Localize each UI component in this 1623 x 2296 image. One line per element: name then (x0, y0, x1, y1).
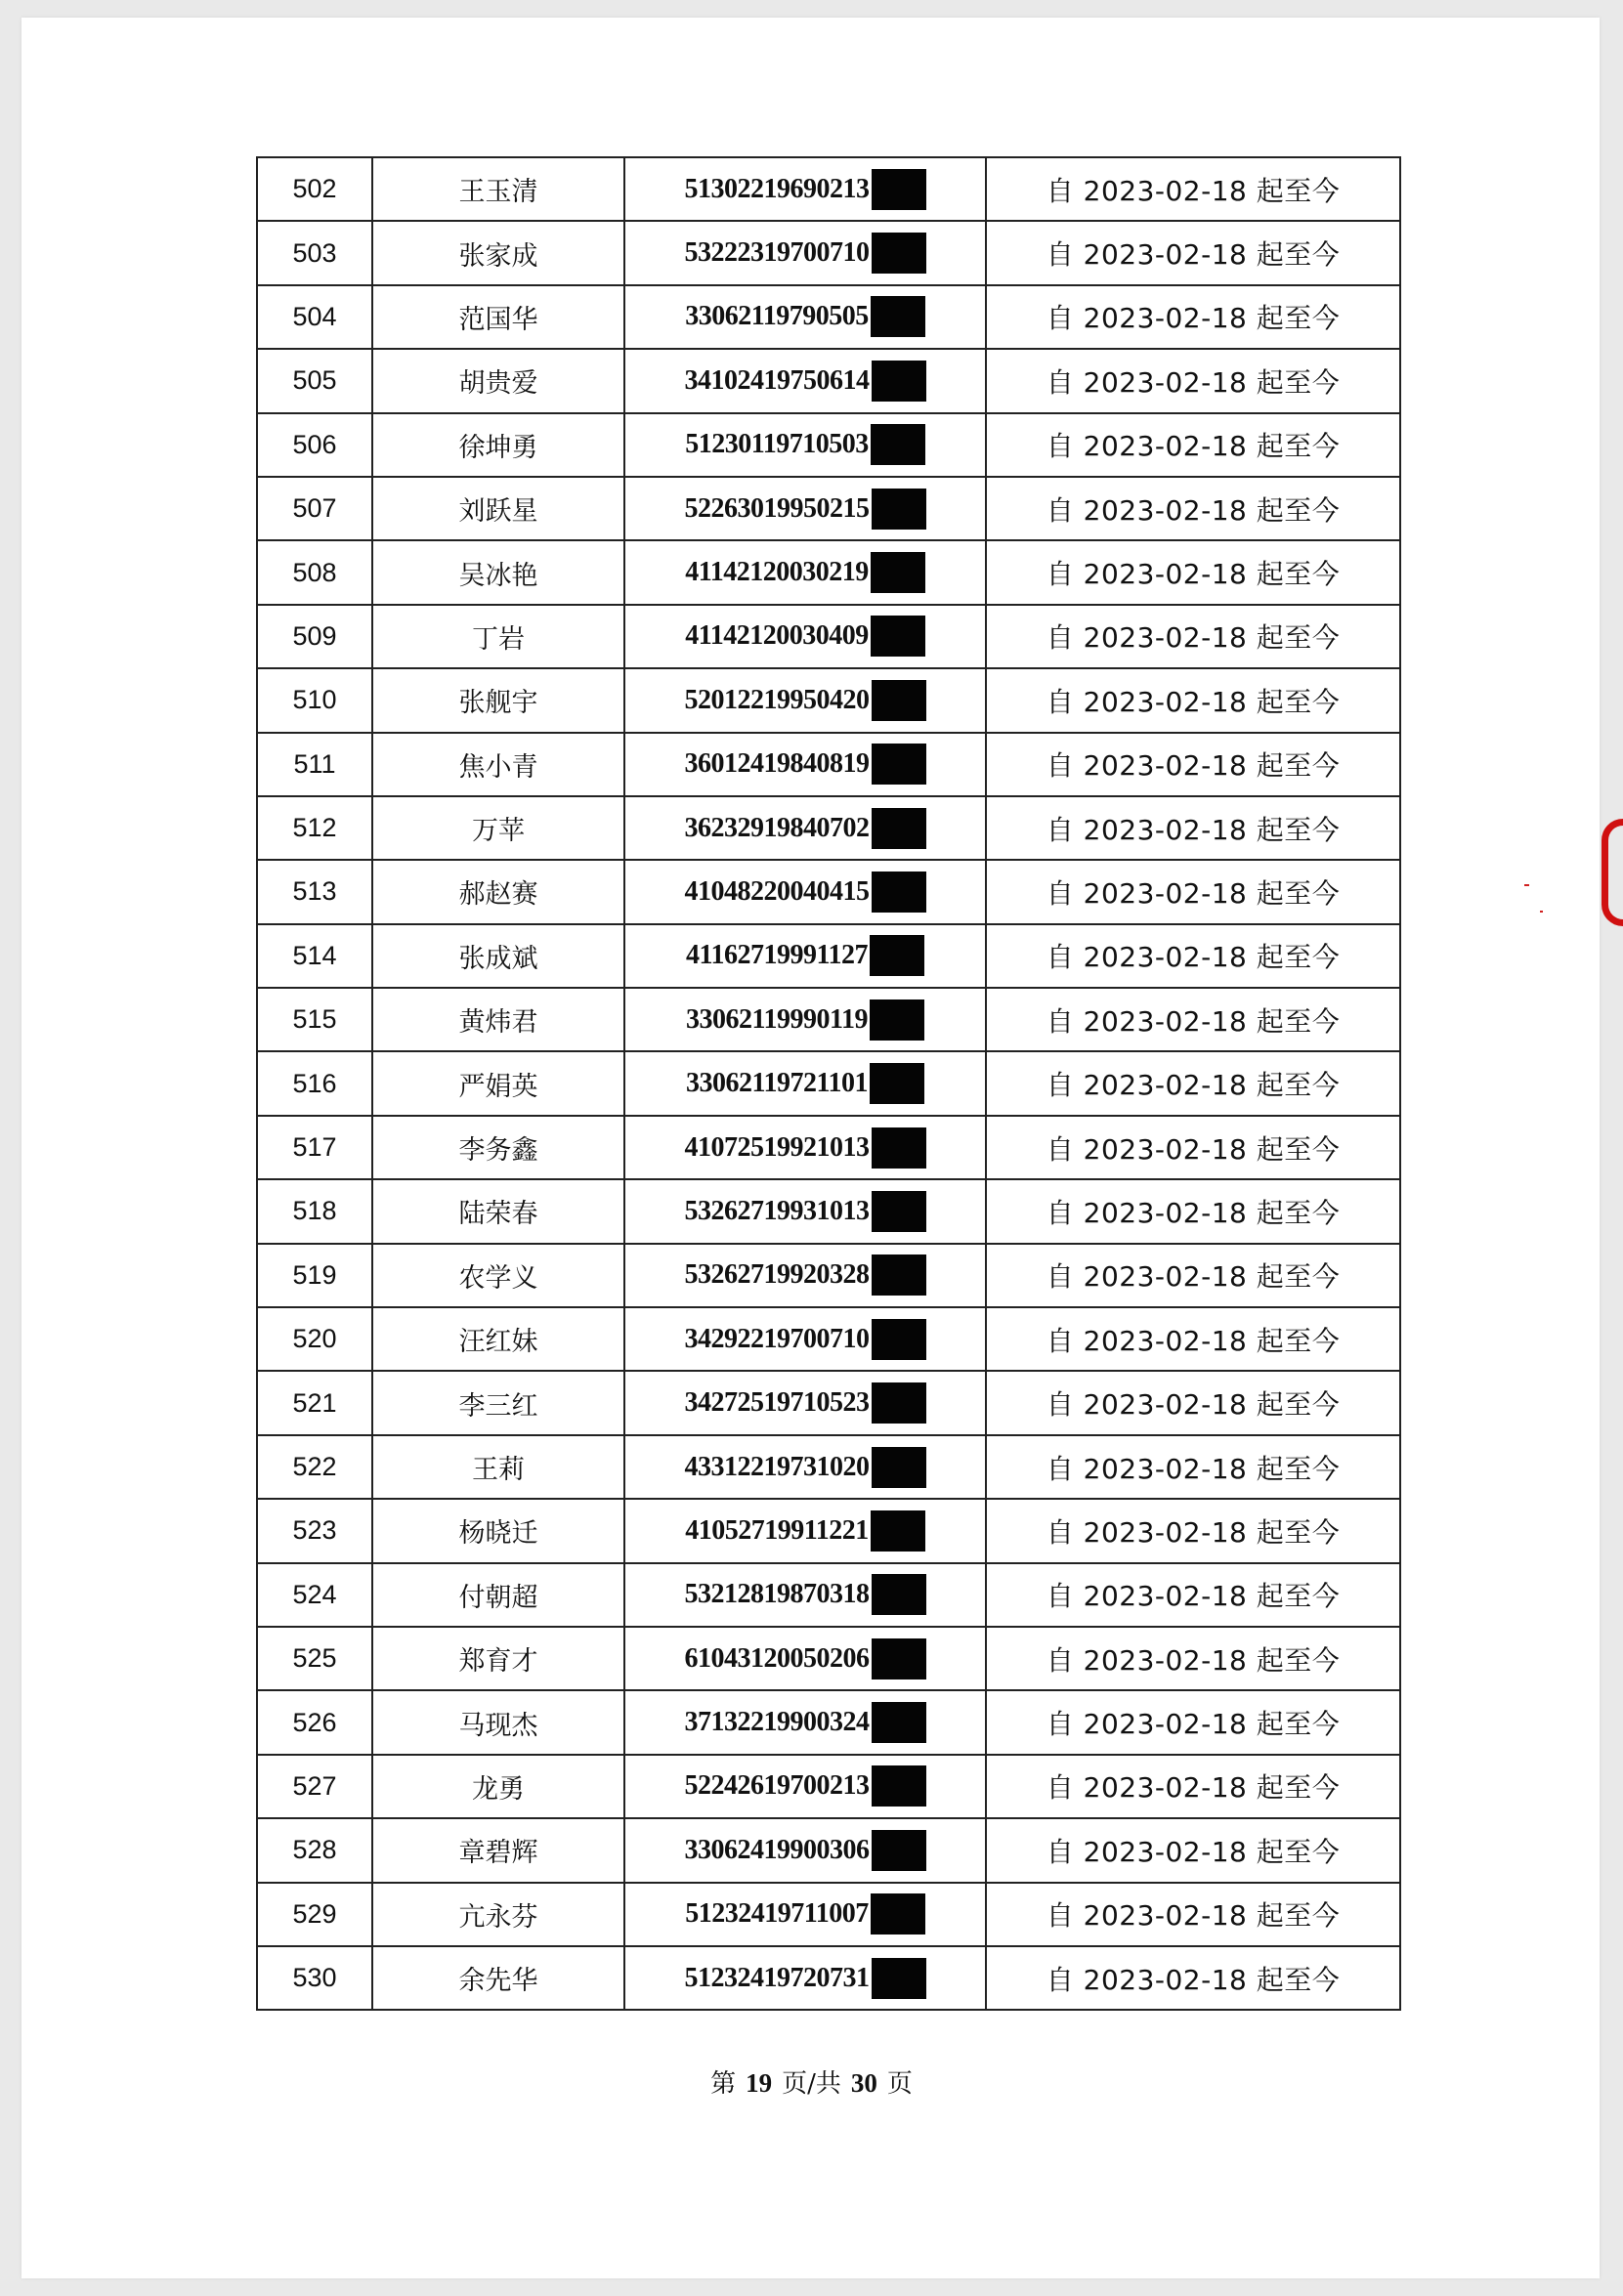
id-number-cell (624, 221, 986, 284)
period-cell: 自 2023-02-18 起至今 (986, 1307, 1400, 1371)
person-name-cell: 黄炜君 (372, 988, 624, 1051)
period-cell: 自 2023-02-18 起至今 (986, 605, 1400, 668)
id-number-cell (624, 1499, 986, 1562)
redaction-block (872, 1702, 926, 1743)
id-number-wrapper (686, 999, 924, 1041)
row-number-cell: 523 (257, 1499, 372, 1562)
id-number-wrapper (685, 361, 926, 402)
id-number-wrapper (685, 1574, 926, 1615)
table-row (257, 285, 1400, 349)
row-number-cell: 526 (257, 1690, 372, 1754)
id-number-text: 41142120030219 (685, 557, 869, 588)
table-row (257, 668, 1400, 732)
id-number-cell (624, 540, 986, 604)
table-row (257, 413, 1400, 477)
person-name-cell: 郝赵赛 (372, 860, 624, 923)
id-number-wrapper (685, 424, 924, 465)
id-number-text: 33062419900306 (684, 1834, 870, 1865)
redaction-block (871, 1510, 925, 1552)
redaction-block (872, 489, 926, 530)
person-name-cell: 汪红妹 (372, 1307, 624, 1371)
table-row (257, 1435, 1400, 1499)
id-number-text: 52263019950215 (684, 492, 870, 524)
person-name-cell: 徐坤勇 (372, 413, 624, 477)
id-number-cell (624, 1627, 986, 1690)
row-number-cell: 504 (257, 285, 372, 349)
table-row (257, 1116, 1400, 1179)
row-number-cell: 530 (257, 1946, 372, 2010)
row-number-cell: 510 (257, 668, 372, 732)
person-name-cell: 龙勇 (372, 1755, 624, 1818)
id-number-text: 36232919840702 (684, 812, 870, 843)
redaction-block (872, 1319, 926, 1360)
id-number-text: 34102419750614 (684, 364, 870, 396)
redaction-block (870, 1063, 924, 1104)
row-number-cell: 505 (257, 349, 372, 412)
person-name-cell: 刘跃星 (372, 477, 624, 540)
id-number-wrapper (685, 1382, 926, 1424)
person-name-cell: 农学义 (372, 1244, 624, 1307)
row-number-cell: 511 (257, 733, 372, 796)
table-row (257, 1818, 1400, 1882)
period-cell: 自 2023-02-18 起至今 (986, 285, 1400, 349)
seal-speck (1540, 911, 1543, 913)
id-number-cell (624, 1690, 986, 1754)
id-number-wrapper (685, 744, 926, 785)
row-number-cell: 527 (257, 1755, 372, 1818)
person-name-cell: 郑育才 (372, 1627, 624, 1690)
person-name-cell: 章碧辉 (372, 1818, 624, 1882)
row-number-cell: 503 (257, 221, 372, 284)
id-number-cell (624, 1244, 986, 1307)
id-number-text: 36012419840819 (684, 748, 870, 780)
period-cell: 自 2023-02-18 起至今 (986, 1051, 1400, 1115)
person-name-cell: 余先华 (372, 1946, 624, 2010)
row-number-cell: 508 (257, 540, 372, 604)
period-cell: 自 2023-02-18 起至今 (986, 1883, 1400, 1946)
id-number-wrapper (685, 1765, 926, 1807)
person-name-cell: 杨晓迁 (372, 1499, 624, 1562)
period-cell: 自 2023-02-18 起至今 (986, 733, 1400, 796)
row-number-cell: 502 (257, 157, 372, 221)
id-number-wrapper (685, 169, 926, 210)
table-row (257, 1179, 1400, 1243)
row-number-cell: 512 (257, 796, 372, 860)
id-number-text: 53212819870318 (684, 1579, 870, 1610)
period-cell: 自 2023-02-18 起至今 (986, 860, 1400, 923)
id-number-text: 43312219731020 (684, 1451, 870, 1482)
id-number-wrapper (685, 1830, 926, 1871)
table-row (257, 605, 1400, 668)
person-name-cell: 张成斌 (372, 924, 624, 988)
row-number-cell: 514 (257, 924, 372, 988)
id-number-wrapper (685, 1893, 924, 1935)
period-cell: 自 2023-02-18 起至今 (986, 1755, 1400, 1818)
id-number-wrapper (685, 808, 926, 849)
id-number-cell (624, 1371, 986, 1434)
id-number-text: 41162719991127 (686, 940, 868, 971)
period-cell: 自 2023-02-18 起至今 (986, 1244, 1400, 1307)
id-number-text: 52242619700213 (684, 1770, 870, 1802)
id-number-text: 41052719911221 (685, 1514, 869, 1546)
row-number-cell: 525 (257, 1627, 372, 1690)
seal-speck (1524, 884, 1529, 886)
id-number-cell (624, 1179, 986, 1243)
id-number-text: 53262719931013 (684, 1195, 870, 1226)
redaction-block (872, 1638, 926, 1679)
period-cell: 自 2023-02-18 起至今 (986, 1946, 1400, 2010)
redaction-block (872, 233, 926, 274)
row-number-cell: 521 (257, 1371, 372, 1434)
id-number-wrapper (685, 489, 926, 530)
row-number-cell: 524 (257, 1563, 372, 1627)
period-cell: 自 2023-02-18 起至今 (986, 349, 1400, 412)
id-number-wrapper (686, 1063, 924, 1104)
id-number-wrapper (685, 1510, 924, 1552)
id-number-cell (624, 796, 986, 860)
id-number-cell (624, 860, 986, 923)
registry-table-container (256, 156, 1399, 2011)
redaction-block (872, 1254, 926, 1296)
person-name-cell: 焦小青 (372, 733, 624, 796)
id-number-text: 52012219950420 (684, 684, 870, 715)
id-number-text: 41072519921013 (684, 1131, 870, 1163)
person-name-cell: 陆荣春 (372, 1179, 624, 1243)
table-row (257, 1051, 1400, 1115)
redaction-block (872, 1765, 926, 1807)
table-row (257, 477, 1400, 540)
period-cell: 自 2023-02-18 起至今 (986, 988, 1400, 1051)
current-page-number: 19 (746, 2068, 773, 2098)
period-cell: 自 2023-02-18 起至今 (986, 1690, 1400, 1754)
period-cell: 自 2023-02-18 起至今 (986, 1563, 1400, 1627)
id-number-cell (624, 413, 986, 477)
table-row (257, 860, 1400, 923)
table-row (257, 1755, 1400, 1818)
id-number-cell (624, 349, 986, 412)
person-name-cell: 万苹 (372, 796, 624, 860)
table-row (257, 1563, 1400, 1627)
id-number-text: 37132219900324 (684, 1707, 870, 1738)
redaction-block (872, 744, 926, 785)
redaction-block (872, 1958, 926, 1999)
row-number-cell: 506 (257, 413, 372, 477)
id-number-cell (624, 733, 986, 796)
id-number-text: 53262719920328 (684, 1259, 870, 1291)
table-row (257, 1371, 1400, 1434)
footer-prefix: 第 (710, 2069, 737, 2099)
id-number-text: 51230119710503 (685, 429, 869, 460)
id-number-wrapper (685, 1638, 926, 1679)
id-number-text: 34292219700710 (684, 1323, 870, 1354)
id-number-wrapper (685, 552, 924, 593)
period-cell: 自 2023-02-18 起至今 (986, 1499, 1400, 1562)
id-number-text: 51232419711007 (685, 1898, 869, 1930)
redaction-block (872, 1382, 926, 1424)
id-number-text: 41142120030409 (685, 620, 869, 652)
person-name-cell: 亢永芬 (372, 1883, 624, 1946)
redaction-block (872, 169, 926, 210)
page-footer (0, 2063, 1623, 2100)
person-name-cell: 范国华 (372, 285, 624, 349)
id-number-cell (624, 1563, 986, 1627)
redaction-block (872, 1127, 926, 1169)
id-number-cell (624, 1755, 986, 1818)
id-number-wrapper (685, 233, 926, 274)
redaction-block (871, 296, 925, 337)
period-cell: 自 2023-02-18 起至今 (986, 668, 1400, 732)
period-cell: 自 2023-02-18 起至今 (986, 1179, 1400, 1243)
row-number-cell: 519 (257, 1244, 372, 1307)
redaction-block (870, 999, 924, 1041)
row-number-cell: 516 (257, 1051, 372, 1115)
footer-suffix: 页 (886, 2069, 913, 2099)
person-name-cell: 张家成 (372, 221, 624, 284)
row-number-cell: 507 (257, 477, 372, 540)
table-row (257, 1627, 1400, 1690)
table-row (257, 1499, 1400, 1562)
id-number-cell (624, 1116, 986, 1179)
total-page-number: 30 (850, 2068, 877, 2098)
id-number-cell (624, 1051, 986, 1115)
id-number-wrapper (685, 616, 924, 657)
id-number-cell (624, 605, 986, 668)
row-number-cell: 518 (257, 1179, 372, 1243)
table-row (257, 221, 1400, 284)
id-number-text: 41048220040415 (684, 875, 870, 907)
id-number-cell (624, 988, 986, 1051)
id-number-cell (624, 668, 986, 732)
table-row (257, 1946, 1400, 2010)
id-number-cell (624, 157, 986, 221)
redaction-block (872, 808, 926, 849)
person-name-cell: 李三红 (372, 1371, 624, 1434)
person-name-cell: 吴冰艳 (372, 540, 624, 604)
row-number-cell: 528 (257, 1818, 372, 1882)
person-name-cell: 付朝超 (372, 1563, 624, 1627)
person-name-cell: 马现杰 (372, 1690, 624, 1754)
period-cell: 自 2023-02-18 起至今 (986, 796, 1400, 860)
id-number-cell (624, 1946, 986, 2010)
table-row (257, 540, 1400, 604)
id-number-wrapper (685, 296, 924, 337)
table-row (257, 349, 1400, 412)
period-cell: 自 2023-02-18 起至今 (986, 1116, 1400, 1179)
period-cell: 自 2023-02-18 起至今 (986, 540, 1400, 604)
person-name-cell: 王玉清 (372, 157, 624, 221)
id-number-wrapper (685, 1447, 926, 1488)
table-row (257, 1690, 1400, 1754)
person-name-cell: 王莉 (372, 1435, 624, 1499)
person-name-cell: 李务鑫 (372, 1116, 624, 1179)
person-name-cell: 张舰宇 (372, 668, 624, 732)
id-number-wrapper (685, 1254, 926, 1296)
id-number-text: 51302219690213 (684, 173, 870, 204)
id-number-cell (624, 1818, 986, 1882)
row-number-cell: 529 (257, 1883, 372, 1946)
id-number-wrapper (685, 1127, 926, 1169)
row-number-cell: 520 (257, 1307, 372, 1371)
redaction-block (872, 680, 926, 721)
id-number-text: 33062119990119 (686, 1003, 868, 1035)
id-number-wrapper (686, 935, 924, 976)
redaction-block (872, 1830, 926, 1871)
person-name-cell: 胡贵爱 (372, 349, 624, 412)
person-name-cell: 丁岩 (372, 605, 624, 668)
period-cell: 自 2023-02-18 起至今 (986, 221, 1400, 284)
period-cell: 自 2023-02-18 起至今 (986, 924, 1400, 988)
id-number-text: 51232419720731 (684, 1962, 870, 1993)
id-number-cell (624, 285, 986, 349)
id-number-text: 61043120050206 (684, 1642, 870, 1674)
id-number-wrapper (685, 872, 926, 913)
redaction-block (872, 1191, 926, 1232)
row-number-cell: 522 (257, 1435, 372, 1499)
id-number-cell (624, 924, 986, 988)
table-row (257, 1244, 1400, 1307)
id-number-cell (624, 1307, 986, 1371)
period-cell: 自 2023-02-18 起至今 (986, 477, 1400, 540)
id-number-text: 53222319700710 (684, 237, 870, 269)
id-number-text: 33062119721101 (686, 1068, 868, 1099)
row-number-cell: 515 (257, 988, 372, 1051)
period-cell: 自 2023-02-18 起至今 (986, 1371, 1400, 1434)
id-number-wrapper (685, 680, 926, 721)
period-cell: 自 2023-02-18 起至今 (986, 1818, 1400, 1882)
period-cell: 自 2023-02-18 起至今 (986, 1627, 1400, 1690)
id-number-wrapper (685, 1191, 926, 1232)
redaction-block (871, 616, 925, 657)
table-row (257, 924, 1400, 988)
id-number-text: 33062119790505 (685, 301, 869, 332)
redaction-block (872, 361, 926, 402)
table-row (257, 1883, 1400, 1946)
redaction-block (871, 1893, 925, 1935)
table-row (257, 796, 1400, 860)
row-number-cell: 517 (257, 1116, 372, 1179)
redaction-block (870, 935, 924, 976)
row-number-cell: 509 (257, 605, 372, 668)
table-row (257, 157, 1400, 221)
redaction-block (872, 872, 926, 913)
id-number-wrapper (685, 1958, 926, 1999)
row-number-cell: 513 (257, 860, 372, 923)
redaction-block (871, 424, 925, 465)
footer-middle: 页/共 (782, 2069, 841, 2099)
table-body (257, 157, 1400, 2010)
table-row (257, 988, 1400, 1051)
id-number-text: 34272519710523 (684, 1387, 870, 1419)
id-number-cell (624, 1883, 986, 1946)
red-seal-fragment (1602, 819, 1623, 926)
period-cell: 自 2023-02-18 起至今 (986, 157, 1400, 221)
redaction-block (872, 1447, 926, 1488)
id-number-cell (624, 1435, 986, 1499)
id-number-wrapper (685, 1319, 926, 1360)
period-cell: 自 2023-02-18 起至今 (986, 413, 1400, 477)
id-number-wrapper (685, 1702, 926, 1743)
period-cell: 自 2023-02-18 起至今 (986, 1435, 1400, 1499)
redaction-block (872, 1574, 926, 1615)
table-row (257, 733, 1400, 796)
redaction-block (871, 552, 925, 593)
person-name-cell: 严娟英 (372, 1051, 624, 1115)
registry-table (256, 156, 1401, 2011)
id-number-cell (624, 477, 986, 540)
table-row (257, 1307, 1400, 1371)
